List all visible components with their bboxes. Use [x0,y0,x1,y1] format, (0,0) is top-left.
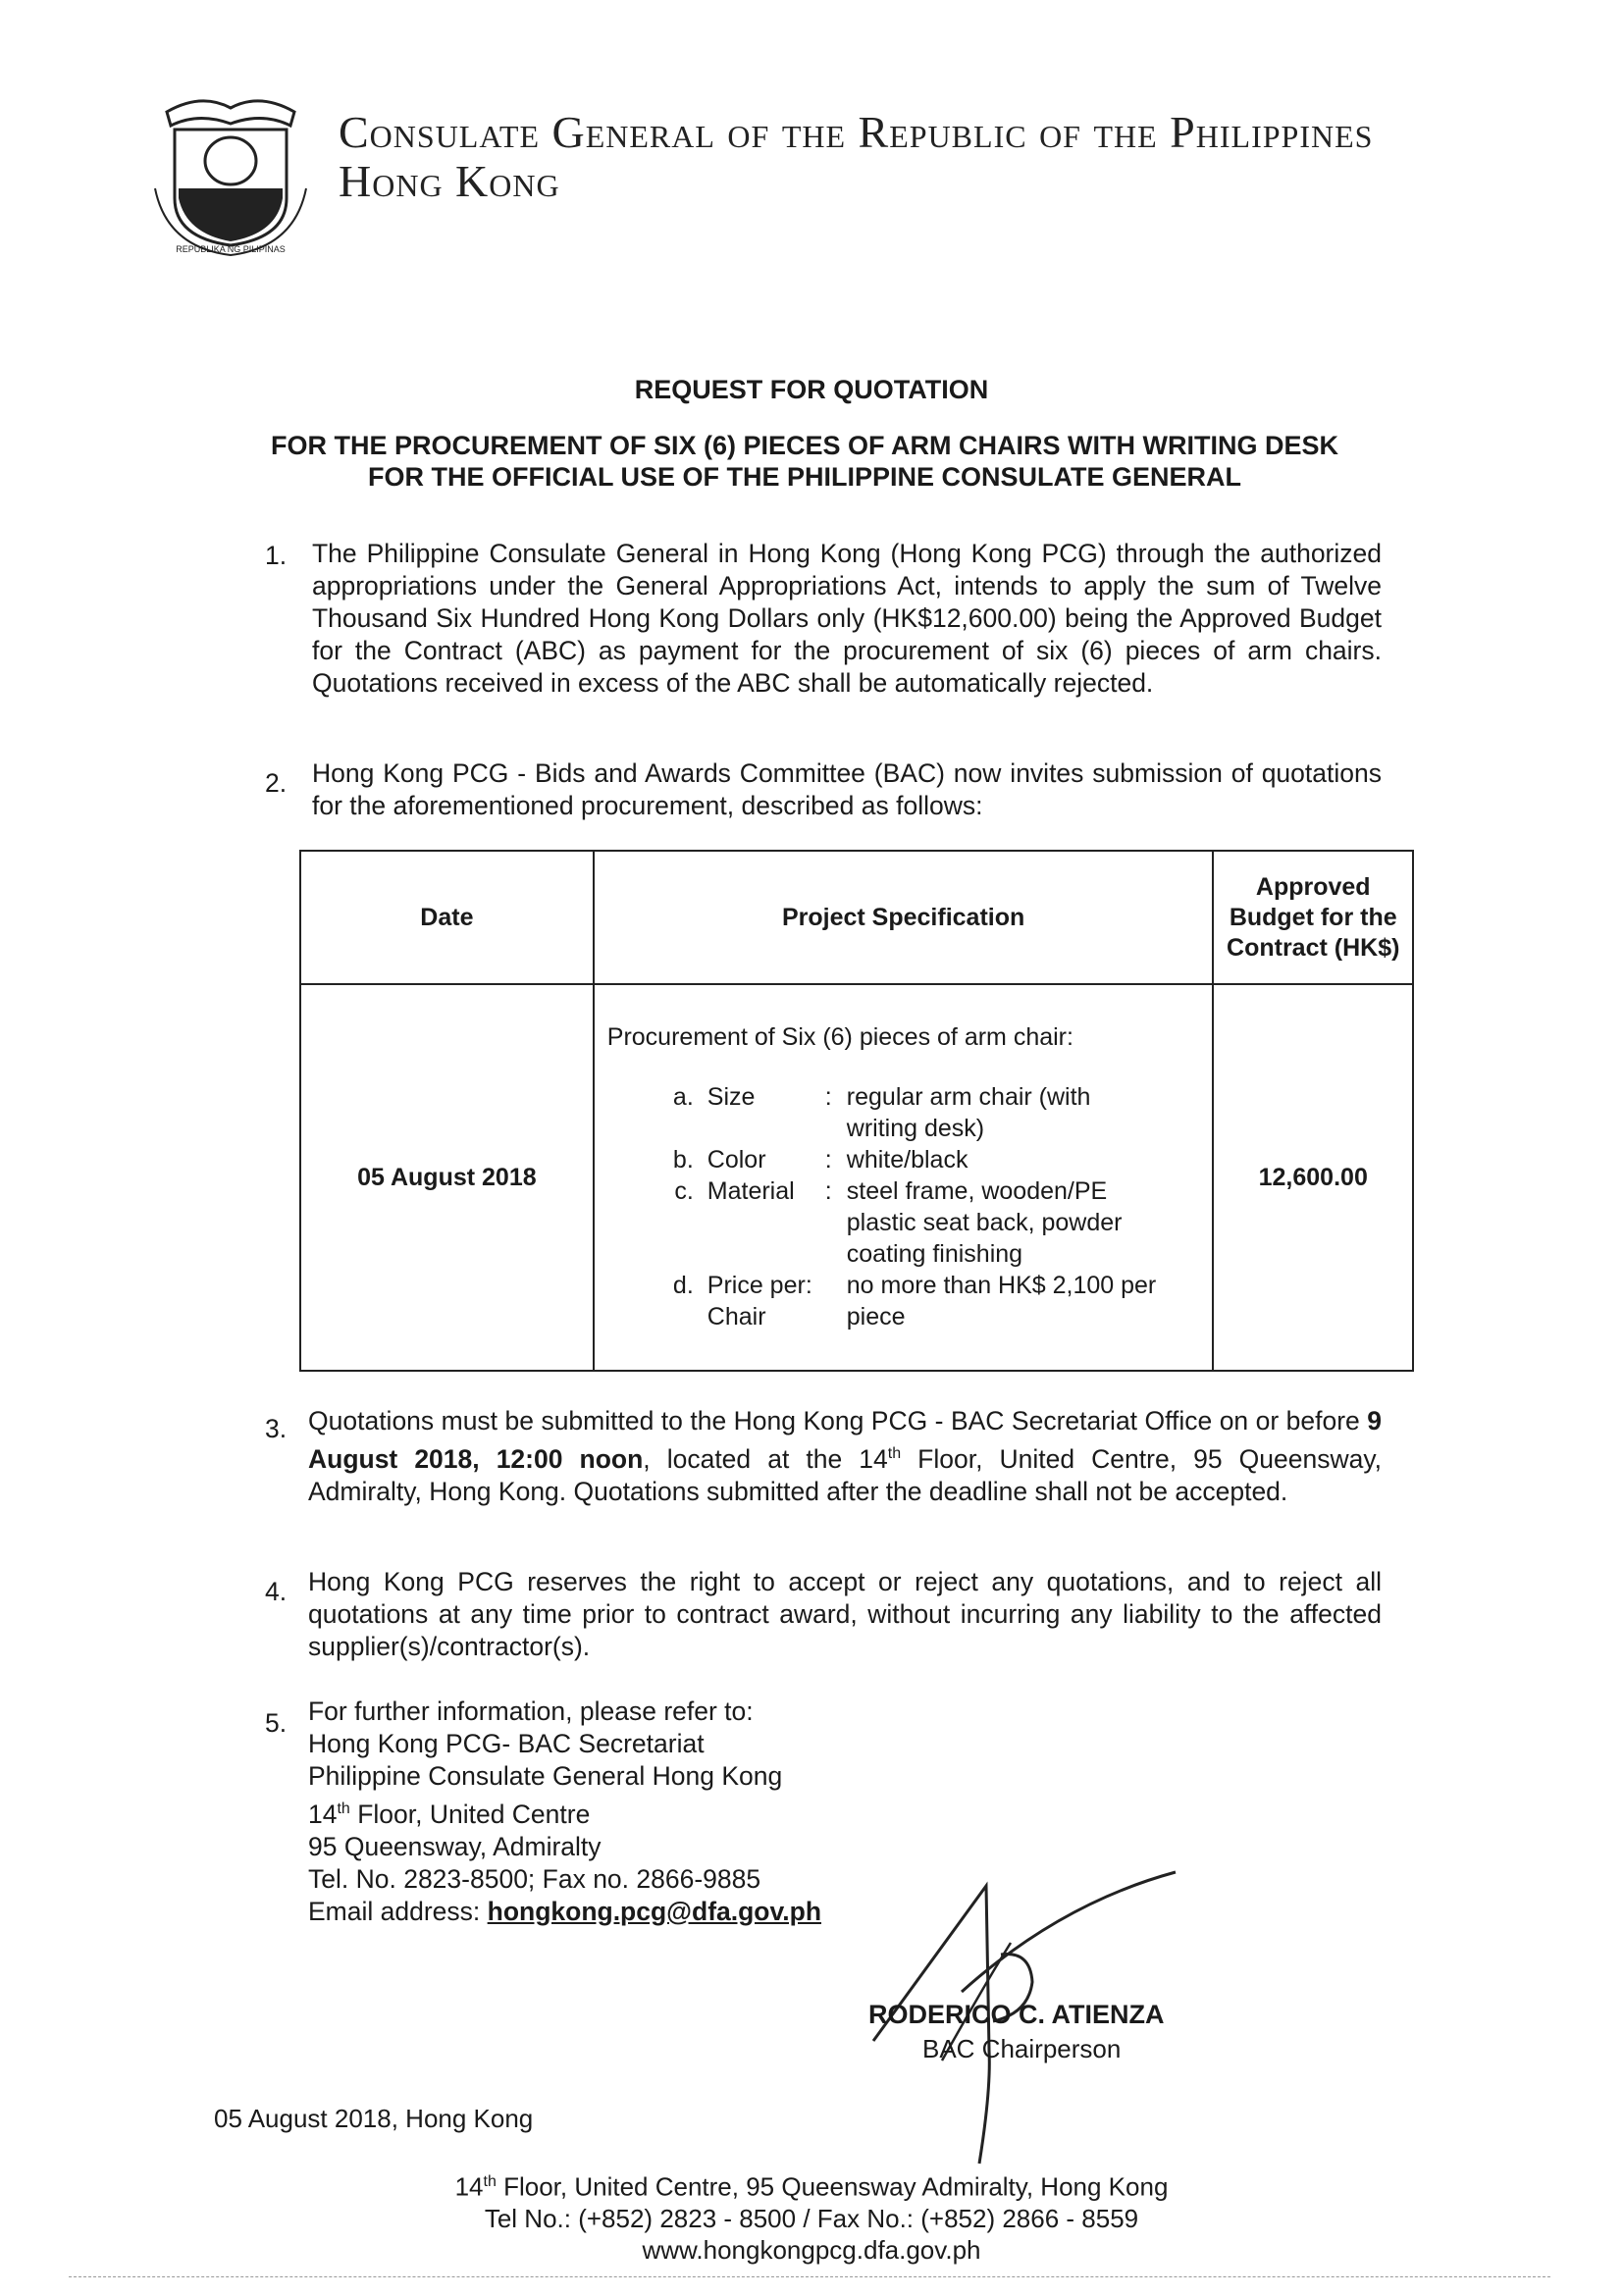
contact-organization: Philippine Consulate General Hong Kong [308,1761,783,1791]
email-link[interactable]: hongkong.pcg@dfa.gov.ph [487,1896,821,1926]
date-place: 05 August 2018, Hong Kong [214,2104,534,2133]
paragraph-4: Hong Kong PCG reserves the right to accept or reject any quotations, and to reject all quotations at any time prior to contract award, without incurring any liability to the affected supplier(s)/contractor(s). [308,1567,1382,1661]
spec-intro: Procurement of Six (6) pieces of arm chair: [606,1022,1073,1051]
spec-item-color: b. Color : white/black [672,1145,969,1174]
contact-intro: For further information, please refer to: [308,1696,754,1726]
document-title: REQUEST FOR QUOTATION [634,375,989,404]
cell-budget: 12,600.00 [1213,984,1413,1371]
paragraph-3-number: 3. [265,1414,288,1443]
table-row [300,984,1413,1371]
footer [0,2166,1623,2266]
signatory-name: RODERICO C. ATIENZA [868,2000,1165,2029]
organization-name [339,108,1373,206]
contact-phone: Tel. No. 2823-8500; Fax no. 2866-9885 [308,1863,761,1894]
subtitle-line1: FOR THE PROCUREMENT OF SIX (6) PIECES OF ARM CHAIRS WITH WRITING DESK [270,431,1338,460]
document-subtitle [196,430,1413,493]
cell-specification [594,984,1214,1371]
svg-text:REPUBLIKA NG PILIPINAS: REPUBLIKA NG PILIPINAS [176,244,286,254]
organization-name-line1: Consulate General of the Republic of the Philippines [339,107,1374,157]
paragraph-1-number: 1. [265,541,288,570]
subtitle-line2: FOR THE OFFICIAL USE OF THE PHILIPPINE CONSULATE GENERAL [367,462,1242,492]
organization-name-line2: Hong Kong [339,156,560,206]
paragraph-2: Hong Kong PCG - Bids and Awards Committee (BAC) now invites submission of quotations for the aforementioned procurement, described as follows: [312,758,1382,820]
footer-address: 14th Floor, United Centre, 95 Queensway Admiralty, Hong Kong [454,2171,1169,2202]
spec-item-size: a. Size : regular arm chair (with writing desk) [672,1082,1091,1142]
spec-item-price: d. Price per: Chair no more than HK$ 2,100 per piece [672,1271,1157,1331]
contact-office: Hong Kong PCG- BAC Secretariat [308,1729,705,1758]
consulate-seal [147,90,314,257]
footer-website[interactable]: www.hongkongpcg.dfa.gov.ph [642,2234,981,2265]
footer-phone: Tel No.: (+852) 2823 - 8500 / Fax No.: (+852) 2866 - 8559 [484,2203,1139,2233]
table-header-row [300,851,1413,984]
paragraph-3: Quotations must be submitted to the Hong Kong PCG - BAC Secretariat Office on or before 9 August 2018, 12:00 noon, located at the 14th Floor, United Centre, 95 Queensway, Admiralty, Hong Kong. Quotations submitted after the deadline shall not be accepted. [308,1406,1382,1506]
paragraph-4-number: 4. [265,1577,288,1606]
paragraph-2-number: 2. [265,768,288,798]
procurement-table [299,850,1414,1372]
contact-floor: 14th Floor, United Centre [308,1799,591,1829]
contact-email-row: Email address: hongkong.pcg@dfa.gov.ph [308,1896,821,1926]
spec-item-material: c. Material : steel frame, wooden/PE plastic seat back, powder coating finishing [674,1176,1123,1268]
paragraph-5-number: 5. [265,1708,288,1738]
signatory-role: BAC Chairperson [922,2034,1122,2063]
header-date: Date [300,851,594,984]
paragraph-1: The Philippine Consulate General in Hong Kong (Hong Kong PCG) through the authorized appropriations under the General Appropriations Act, intends to apply the sum of Twelve Thousand Six Hundred Hong Kong Dollars only (HK$12,600.00) being the Approved Budget for the Contract (ABC) as payment for the procurement of six (6) pieces of arm chairs. Quotations received in excess of the ABC shall be automatically rejected. [312,539,1382,698]
spec-list [596,1081,1212,1332]
header-project-specification: Project Specification [594,851,1214,984]
cell-date: 05 August 2018 [300,984,594,1371]
contact-address: 95 Queensway, Admiralty [308,1831,602,1861]
bottom-rule [69,2276,1550,2277]
submission-deadline: 9 August 2018, 12:00 noon [308,1406,1382,1474]
header-approved-budget: Approved Budget for the Contract (HK$) [1213,851,1413,984]
